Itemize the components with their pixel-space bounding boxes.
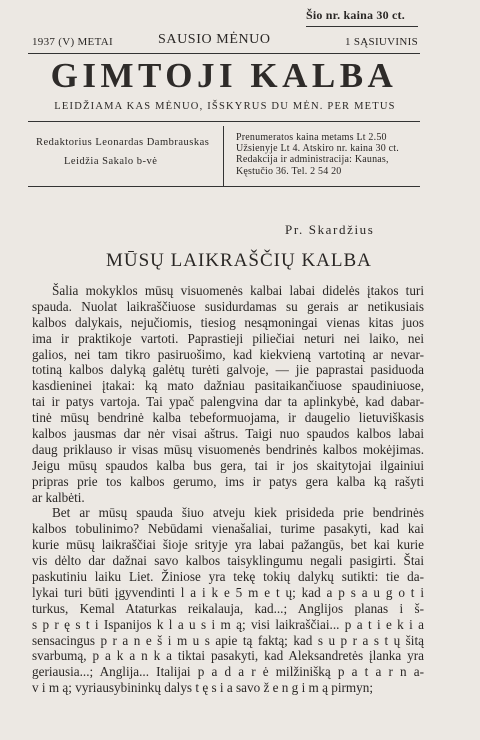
issue-year: 1937 (V) METAI bbox=[32, 36, 113, 48]
body-line: sensacingus p r a n e š i m u s apie tą faktą; kad s u p r a s t ų šitą bbox=[32, 632, 424, 648]
body-line: tinė mūsų bendrinė kalba tebeformuojama, ir daugelio lietuviškasis bbox=[32, 410, 424, 426]
body-line: lykai turi būti įgyvendinti l a i k e 5 m e t ų; kad a p s a u g o t i bbox=[32, 584, 424, 600]
body-line: geriausia...; Anglija... Italijai p a d a r ė milžinišką p a t a r n a- bbox=[32, 664, 424, 680]
article-body bbox=[32, 283, 424, 696]
body-line: kalbos dalykais, nejučiomis, tiesiog nesąmoningai vienas kitas juos bbox=[32, 314, 424, 330]
body-line: vis dėlto dar dažnai savo kalbos taisyklingumu negali pasigirti. Štai bbox=[32, 553, 424, 569]
subscription-line: Užsienyje Lt 4. Atskiro nr. kaina 30 ct. bbox=[236, 143, 399, 155]
body-line: s p r ę s t i Ispanijos k l a u s i m ą; visi laikraščiai... p a t i e k i a bbox=[32, 616, 424, 632]
body-line: kasdieninei įtakai: ką mato dažniau pasitaikančiuose spaudiniuose, bbox=[32, 378, 424, 394]
body-line: Bet ar mūsų spauda šiuo atveju kiek prisideda prie bendrinės bbox=[52, 505, 424, 521]
body-line: paskutiniu laiku Liet. Žiniose yra tekę tokių dalykų sutikti: tie da- bbox=[32, 569, 424, 585]
issue-price: Šio nr. kaina 30 ct. bbox=[306, 8, 405, 22]
body-line: kalbos tobulinimo? Nebūdami vienašaliai, turime pasakyti, kad kai bbox=[32, 521, 424, 537]
body-line: svarbumą, p a k a n k a tiktai pasakyti, kad Aleksandretės įlanka yra bbox=[32, 648, 424, 664]
body-line: v i m ą; vyriausybininkų dalys t ę s i a savo ž e n g i m ą pirmyn; bbox=[32, 680, 373, 696]
header-bottom-rule bbox=[28, 186, 420, 187]
article-title: MŪSŲ LAIKRAŠČIŲ KALBA bbox=[106, 250, 372, 271]
issue-month: SAUSIO MĖNUO bbox=[158, 32, 271, 47]
masthead-title: GIMTOJI KALBA bbox=[50, 56, 398, 95]
publisher-line: Leidžia Sakalo b-vė bbox=[64, 156, 158, 167]
masthead-top-rule bbox=[28, 53, 420, 54]
masthead-subtitle: LEIDŽIAMA KAS MĖNUO, IŠSKYRUS DU MĖN. PER METUS bbox=[54, 101, 396, 112]
price-underline bbox=[306, 26, 418, 27]
body-line: pripras prie tos kalbos gerumo, ims ir patys gera kalba ką rašyti bbox=[32, 473, 424, 489]
header-divider bbox=[223, 126, 224, 186]
body-line: Jeigu mūsų spaudos kalba bus gera, tai ir jos skaitytojai ilgainiui bbox=[32, 457, 424, 473]
body-line: totiną kalbos dalyką galėtų turėti galvoje, — jie paprastai pasiduoda bbox=[32, 362, 424, 378]
masthead-bottom-rule bbox=[28, 121, 420, 122]
body-line: daug priklauso ir visas mūsų visuomenės bendrinės kalbos mokėjimas. bbox=[32, 441, 424, 457]
body-line: galios, nei tam tikro pasiruošimo, kad kiekvieną vartotiną ar nevar- bbox=[32, 346, 424, 362]
article-author: Pr. Skardžius bbox=[285, 222, 375, 237]
body-line: Šalia mokyklos mūsų visuomenės kalbai labai didelės įtakos turi bbox=[52, 283, 424, 298]
body-line: ima ir praktikoje vartoti. Paprastieji piliečiai neturi nei laiko, nei bbox=[32, 330, 424, 346]
editor-line: Redaktorius Leonardas Dambrauskas bbox=[36, 137, 210, 148]
body-line: kalbos jausmas dar nėr visai aštrus. Taigi nuo spaudos kalbos labai bbox=[32, 426, 424, 442]
subscription-info bbox=[236, 132, 426, 177]
subscription-line: Redakcija ir administracija: Kaunas, bbox=[236, 154, 389, 166]
body-line: turkus, Kemal Ataturkas reikalauja, kad...; Anglijos planas i š- bbox=[32, 600, 424, 616]
body-line: tai ir patys vartoja. Tai ypač palengvina dar ta aplinkybė, kad dabar- bbox=[32, 394, 424, 410]
issue-number: 1 SĄSIUVINIS bbox=[345, 36, 418, 48]
body-line: ar kalbėti. bbox=[32, 489, 85, 505]
editorial-info bbox=[36, 137, 216, 175]
issue-meta-row bbox=[32, 32, 418, 50]
body-line: spauda. Nuolat laikraščiuose susidurdamas su gerais ar netikusiais bbox=[32, 298, 424, 314]
subscription-line: Kęstučio 36. Tel. 2 54 20 bbox=[236, 165, 342, 177]
body-line: kurie mūsų laikraščiai šioje srityje yra labai pažangūs, bet kai kurie bbox=[32, 537, 424, 553]
subscription-line: Prenumeratos kaina metams Lt 2.50 bbox=[236, 132, 387, 143]
